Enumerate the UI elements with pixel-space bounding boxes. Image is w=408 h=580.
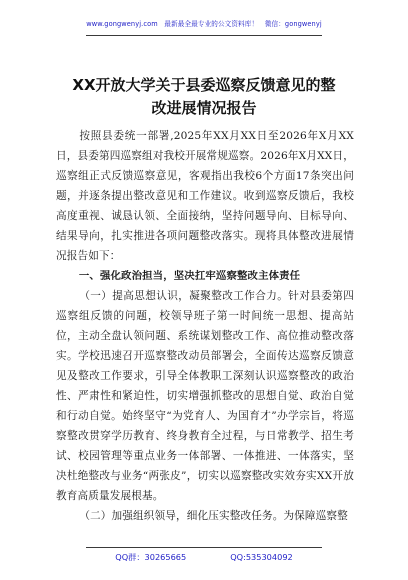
title-line-1: XX开放大学关于县委巡察反馈意见的整 <box>72 76 336 94</box>
document-title <box>40 74 368 120</box>
body-paragraph-1: （一）提高思想认识，凝聚整改工作合力。针对县委第四巡察组反馈的问题，校领导班子第一时间统一思想、提高站位，主动全盘认领问题、系统谋划整改工作、高位推动整改落实。学校迅速召开巡察整改动员部署会，全面传达巡察反馈意见及整改工作要求，引导全体教职工深刻认识巡察整改的政治性、严肃性和紧迫性，切实增强抓整改的思想自觉、政治自觉和行动自觉。始终坚守“为党育人、为国育才”办学宗旨，将巡察整改贯穿学历教育、终身教育全过程，与日常教学、招生考试、校园管理等重点业务一体部署、一体推进、一体落实，坚决杜绝整改与业务“两张皮”，切实以巡察整改实效夯实XX开放教育高质量发展根基。 <box>56 290 354 502</box>
footer-divider <box>86 547 322 548</box>
site-footer <box>52 552 356 563</box>
footer-qq-group: QQ群：30265665 <box>115 552 187 562</box>
document-body <box>56 126 354 526</box>
header-divider <box>86 35 322 36</box>
section-heading: 一、强化政治担当，坚决扛牢巡察整改主体责任 <box>78 270 301 282</box>
body-paragraph-2: （二）加强组织领导，细化压实整改任务。为保障巡察整 <box>79 510 348 522</box>
footer-qq-number: QQ:535304092 <box>230 552 293 562</box>
intro-paragraph: 按照县委统一部署,2025年XX月XX日至2026年X月XX日，县委第四巡察组对我校开展常规巡察。2026年X月XX日，巡察组正式反馈巡察意见，客观指出我校6个方面17条突出问题，并逐条提出整改意见和工作建议。收到巡察反馈后，我校高度重视、诚恳认领、全面接纳，坚持问题导向、目标导向、结果导向，扎实推进各项问题整改落实。现将具体整改进展情况报告如下： <box>56 130 354 262</box>
site-header: www.gongwenyj.com 最新最全最专业的公文资料库！ 微信：gongwenyj <box>86 20 322 28</box>
title-line-2: 改进展情况报告 <box>151 99 257 117</box>
